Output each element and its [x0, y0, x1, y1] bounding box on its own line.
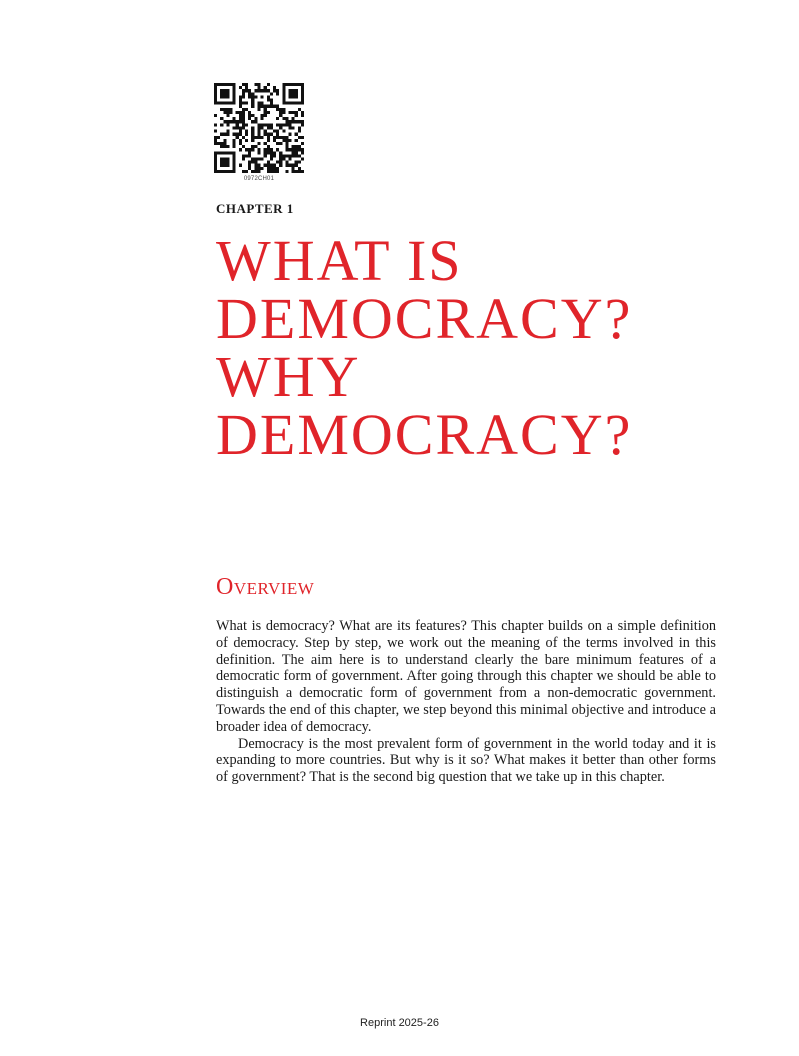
- overview-paragraph: Democracy is the most prevalent form of government in the world today and it is expanding to more countries. But why is it so? What makes it better than other forms of government? That is the second big question that we take up in this chapter.: [216, 735, 716, 786]
- chapter-title-line: WHAT IS: [216, 228, 463, 293]
- qr-code-label: 0972CH01: [243, 176, 275, 182]
- chapter-title-line: DEMOCRACY?: [216, 402, 633, 467]
- reprint-footer: Reprint 2025-26: [360, 1017, 439, 1029]
- chapter-title-line: DEMOCRACY?: [216, 286, 633, 351]
- chapter-label: CHAPTER 1: [216, 201, 294, 216]
- chapter-title-line: WHY: [216, 344, 361, 409]
- overview-heading: Overview: [216, 574, 315, 600]
- qr-code-graphic: [214, 83, 304, 173]
- qr-code-image: [214, 83, 304, 173]
- overview-body: [216, 618, 716, 786]
- chapter-title: [216, 228, 696, 467]
- overview-paragraph: What is democracy? What are its features? This chapter builds on a simple definition of democracy. Step by step, we work out the meaning of the terms involved in this definition. The aim here is to understand clearly the bare minimum features of a democratic form of government. After going through this chapter we should be able to distinguish a democratic form of government from a non-democratic government. Towards the end of this chapter, we step beyond this minimal objective and introduce a broader idea of democracy.: [216, 618, 716, 735]
